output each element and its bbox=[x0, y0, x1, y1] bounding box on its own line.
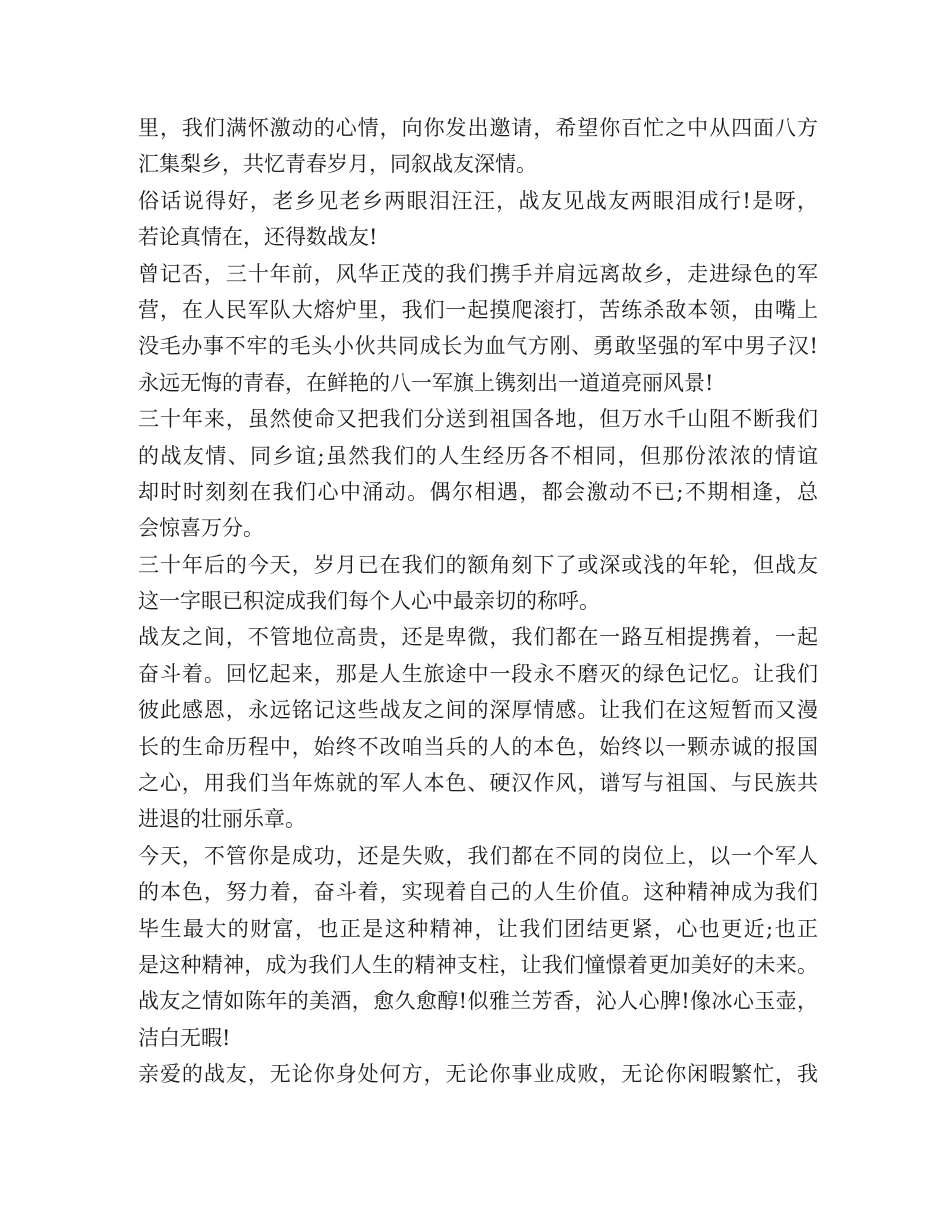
text-line: 战友之间，不管地位高贵，还是卑微，我们都在一路互相提携着，一起 bbox=[138, 625, 818, 650]
text-line: 三十年后的今天，岁月已在我们的额角刻下了或深或浅的年轮，但战友 bbox=[138, 552, 818, 577]
text-line: 长的生命历程中，始终不改咱当兵的人的本色，始终以一颗赤诚的报国 bbox=[138, 734, 818, 759]
text-line: 是这种精神，成为我们人生的精神支柱，让我们憧憬着更加美好的未来。 bbox=[138, 952, 818, 977]
text-line: 的本色，努力着，奋斗着，实现着自己的人生价值。这种精神成为我们 bbox=[138, 880, 818, 905]
text-line: 战友之情如陈年的美酒，愈久愈醇!似雅兰芳香，沁人心脾!像冰心玉壶， bbox=[138, 989, 818, 1014]
text-line: 会惊喜万分。 bbox=[138, 516, 264, 541]
text-line: 曾记否，三十年前，风华正茂的我们携手并肩远离故乡，走进绿色的军 bbox=[138, 261, 818, 286]
text-line: 的战友情、同乡谊;虽然我们的人生经历各不相同，但那份浓浓的情谊 bbox=[138, 443, 818, 468]
text-line: 若论真情在，还得数战友! bbox=[138, 225, 378, 250]
text-line: 没毛办事不牢的毛头小伙共同成长为血气方刚、勇敢坚强的军中男子汉! bbox=[138, 334, 818, 359]
text-line: 汇集梨乡，共忆青春岁月，同叙战友深情。 bbox=[138, 152, 537, 177]
document-body-text bbox=[138, 110, 818, 1093]
text-line: 毕生最大的财富，也正是这种精神，让我们团结更紧，心也更近;也正 bbox=[138, 916, 818, 941]
text-line: 却时时刻刻在我们心中涌动。偶尔相遇，都会激动不已;不期相逢，总 bbox=[138, 479, 818, 504]
text-line: 今天，不管你是成功，还是失败，我们都在不同的岗位上，以一个军人 bbox=[138, 843, 818, 868]
text-line: 这一字眼已积淀成我们每个人心中最亲切的称呼。 bbox=[138, 589, 600, 614]
text-line: 进退的壮丽乐章。 bbox=[138, 807, 306, 832]
text-line: 彼此感恩，永远铭记这些战友之间的深厚情感。让我们在这短暂而又漫 bbox=[138, 698, 818, 723]
text-line: 三十年来，虽然使命又把我们分送到祖国各地，但万水千山阻不断我们 bbox=[138, 407, 818, 432]
text-line: 之心，用我们当年炼就的军人本色、硬汉作风，谱写与祖国、与民族共 bbox=[138, 771, 818, 796]
text-line: 营，在人民军队大熔炉里，我们一起摸爬滚打，苦练杀敌本领，由嘴上 bbox=[138, 297, 818, 322]
text-line: 洁白无暇! bbox=[138, 1025, 231, 1050]
text-line: 里，我们满怀激动的心情，向你发出邀请，希望你百忙之中从四面八方 bbox=[138, 116, 818, 140]
text-line: 永远无悔的青春，在鲜艳的八一军旗上镌刻出一道道亮丽风景! bbox=[138, 370, 714, 395]
text-line: 亲爱的战友，无论你身处何方，无论你事业成败，无论你闲暇繁忙，我 bbox=[138, 1062, 818, 1087]
text-line: 俗话说得好，老乡见老乡两眼泪汪汪，战友见战友两眼泪成行!是呀， bbox=[138, 188, 818, 213]
text-line: 奋斗着。回忆起来，那是人生旅途中一段永不磨灭的绿色记忆。让我们 bbox=[138, 661, 818, 686]
